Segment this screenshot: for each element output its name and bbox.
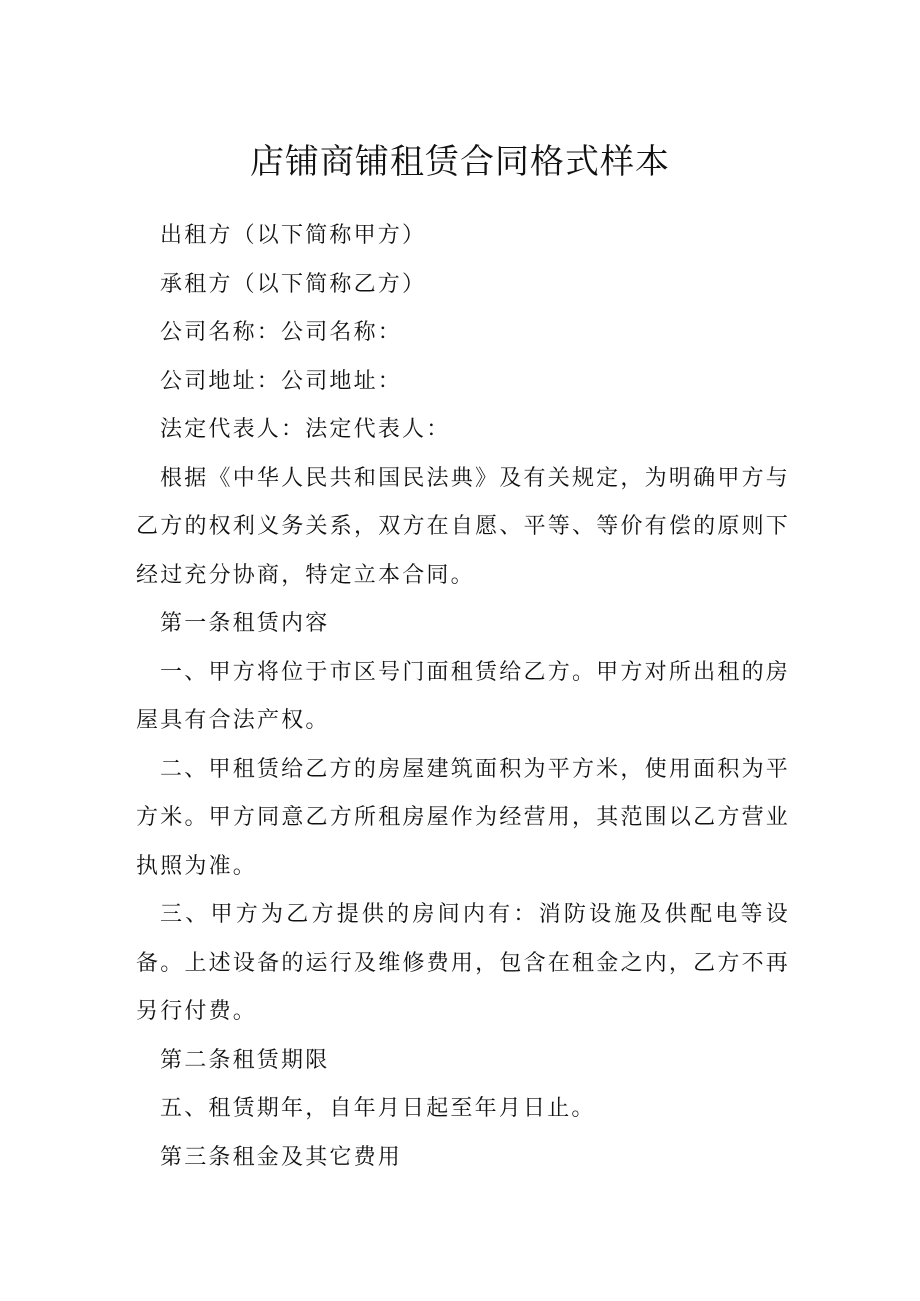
clause-5: 五、租赁期年，自年月日起至年月日止。 [160,1096,596,1121]
document-title: 店铺商铺租赁合同格式样本 [250,142,670,182]
paragraph-company-name: 公司名称：公司名称： [160,320,403,345]
paragraph-company-address: 公司地址：公司地址： [160,368,403,394]
paragraph-lessor: 出租方（以下简称甲方） [160,223,427,248]
paragraph-legal-representative: 法定代表人：法定代表人： [160,417,451,442]
clause-2: 二、甲租赁给乙方的房屋建筑面积为平方米，使用面积为平方米。甲方同意乙方所租房屋作为经营用，其范围以乙方营业执照为准。 [136,756,790,879]
document-body [136,212,790,1182]
clause-3: 三、甲方为乙方提供的房间内有：消防设施及供配电等设备。上述设备的运行及维修费用，包含在租金之内，乙方不再另行付费。 [136,902,790,1024]
paragraph-preamble: 根据《中华人民共和国民法典》及有关规定，为明确甲方与乙方的权利义务关系，双方在自愿、平等、等价有偿的原则下经过充分协商，特定立本合同。 [136,465,790,588]
article-heading-2: 第二条租赁期限 [160,1047,330,1073]
article-heading-3: 第三条租金及其它费用 [160,1144,403,1170]
clause-1: 一、甲方将位于市区号门面租赁给乙方。甲方对所出租的房屋具有合法产权。 [136,659,790,733]
paragraph-lessee: 承租方（以下简称乙方） [160,271,427,297]
article-heading-1: 第一条租赁内容 [160,611,330,636]
